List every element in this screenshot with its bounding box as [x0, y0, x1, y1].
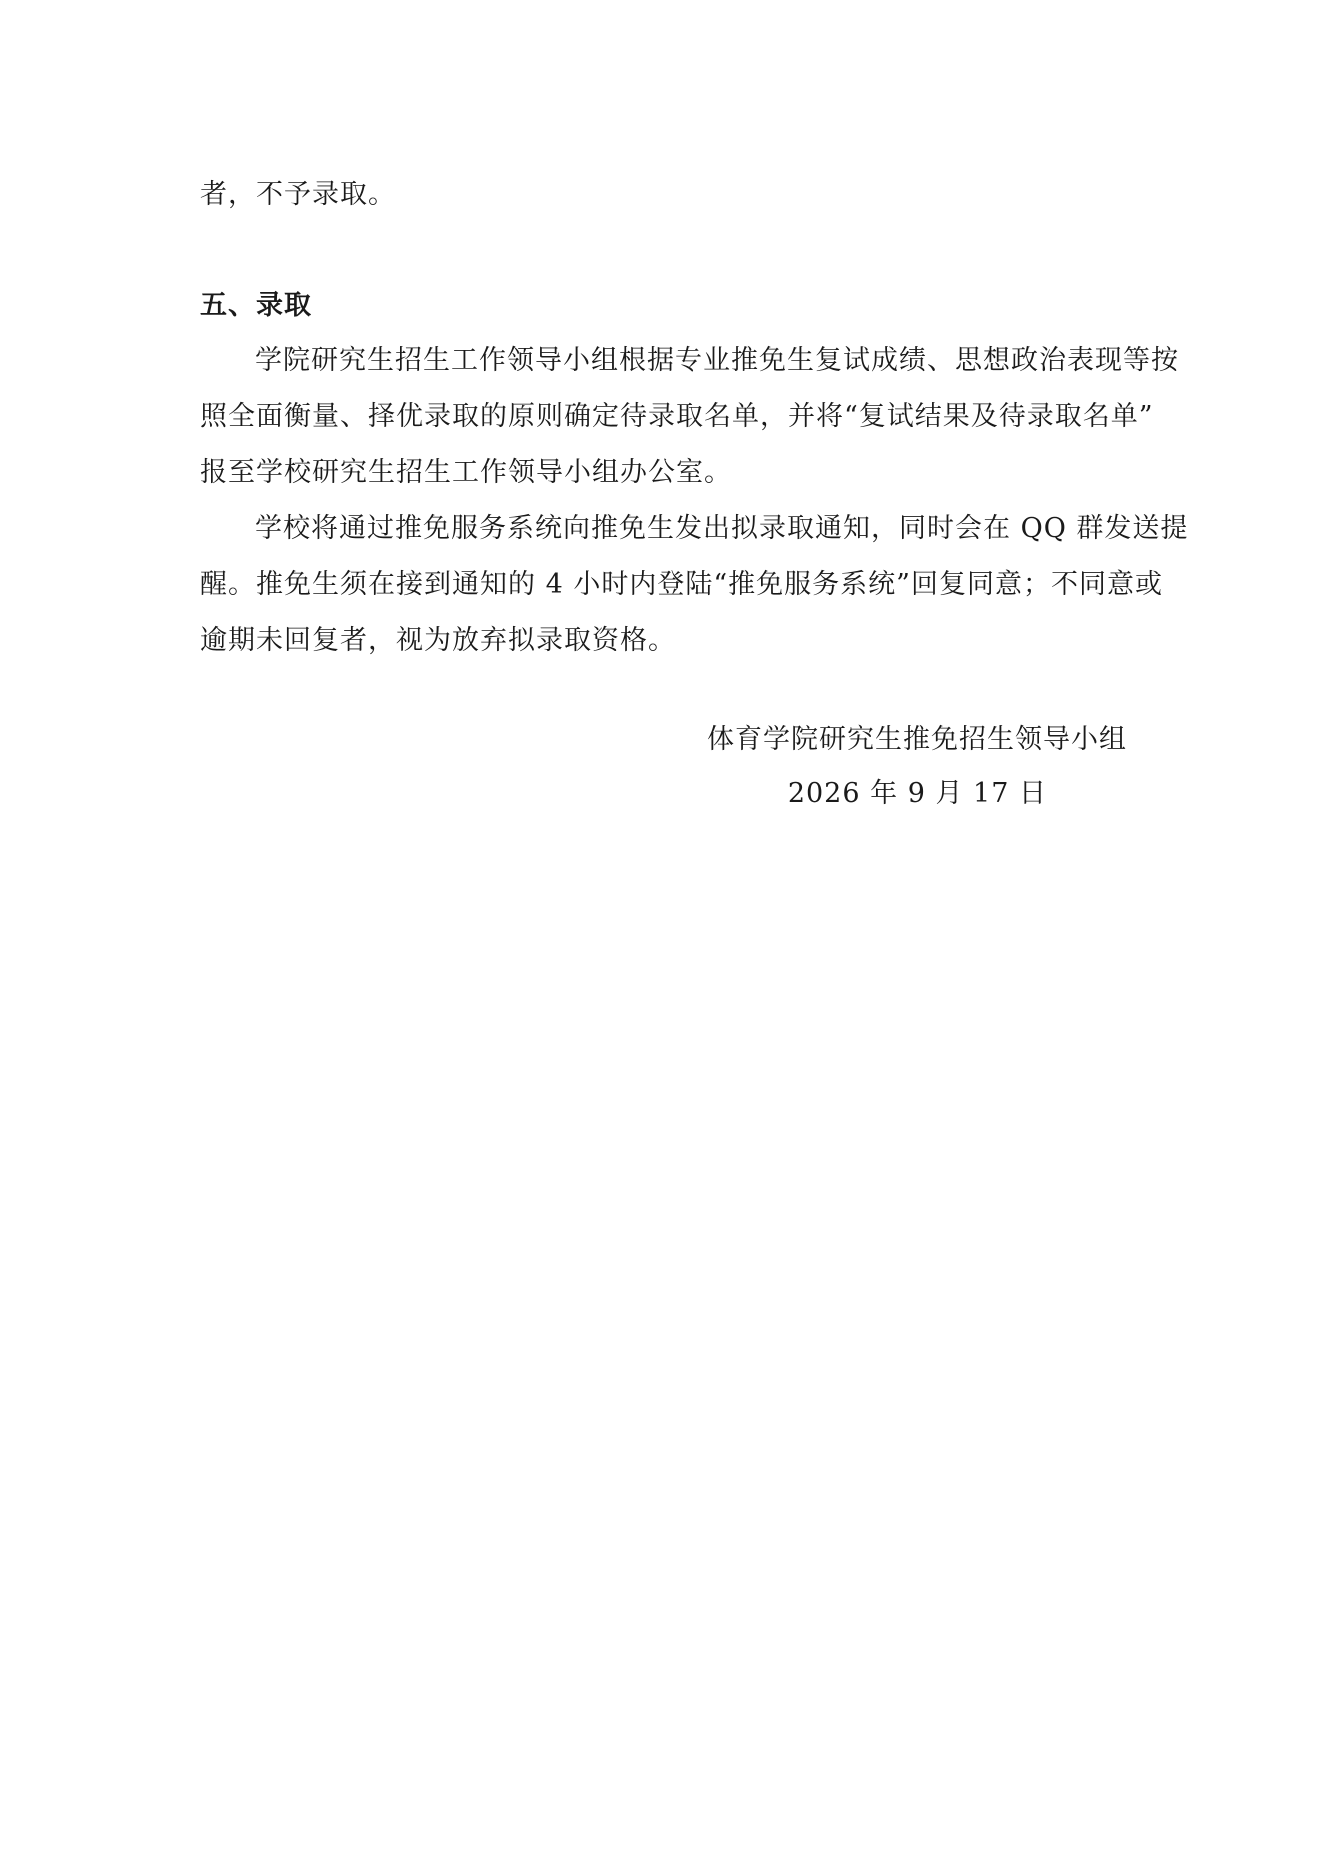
paragraph1-line2: 照全面衡量、择优录取的原则确定待录取名单，并将“复试结果及待录取名单”	[200, 401, 1154, 432]
paragraph1-line1: 学院研究生招生工作领导小组根据专业推免生复试成绩、思想政治表现等按	[255, 345, 1179, 376]
paragraph2-line3: 逾期未回复者，视为放弃拟录取资格。	[200, 625, 676, 656]
continuation-text: 者，不予录取。	[200, 179, 396, 210]
paragraph1-line3: 报至学校研究生招生工作领导小组办公室。	[200, 457, 732, 488]
signature-organization: 体育学院研究生推免招生领导小组	[707, 724, 1127, 755]
section-heading: 五、录取	[200, 290, 312, 321]
paragraph2-line1: 学校将通过推免服务系统向推免生发出拟录取通知，同时会在 QQ 群发送提	[255, 513, 1189, 544]
signature-date: 2026 年 9 月 17 日	[787, 778, 1047, 809]
paragraph2-line2: 醒。推免生须在接到通知的 4 小时内登陆“推免服务系统”回复同意；不同意或	[200, 569, 1163, 600]
